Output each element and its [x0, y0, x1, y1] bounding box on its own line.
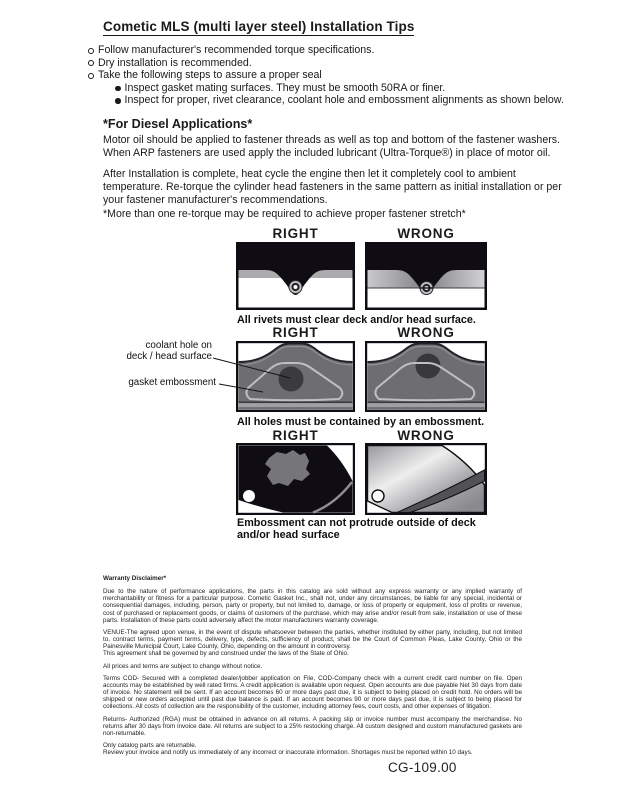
list-item	[88, 57, 568, 70]
holes-wrong-diagram	[365, 341, 487, 412]
diesel-paragraph-2: After Installation is complete, heat cycle the engine then let it completely cool to ambient temperature. Re-torque the cylinder head fasteners in the same pattern as initial installation or per your fastener manufacturer's recommendations.	[103, 168, 562, 207]
retorque-note: *More than one re-torque may be required to achieve proper fastener stretch*	[103, 208, 466, 220]
legal-paragraph: Review your invoice and notify us immediately of any incorrect or inaccurate information. Shortages must be reported within 10 days.	[103, 749, 473, 757]
rivet-icon	[420, 282, 434, 295]
wrong-label: WRONG	[397, 226, 455, 241]
gasket-embossment-label: gasket embossment	[128, 377, 216, 388]
list-item	[88, 44, 568, 57]
coolant-hole-label-line2: deck / head surface	[126, 351, 212, 362]
rivet-right-diagram	[236, 242, 355, 310]
wrong-label: WRONG	[397, 428, 455, 443]
protrusion-caption	[237, 517, 497, 541]
hole-icon	[243, 490, 255, 502]
legal-paragraph: Terms COD- Secured with a completed dealer/jobber application on File, COD-Company check with a current credit card number on file. Open accounts may be established by well rated firms. A credit application is available upon request. Open accounts are due payable Net 30 days from date of invoice. No statement will be sent. If an account becomes 60 or more days past due, it is subject to being placed on credit hold. No orders will be shipped or new orders accepted until past due balance is paid. If an account becomes 90 or more days past due, it is subject to being placed for collections. All costs of collection are the responsibility of the customer, including attorney fees, court costs, and other expenses of litigation.	[103, 674, 522, 711]
right-label: RIGHT	[272, 325, 319, 340]
diesel-applications-heading: *For Diesel Applications*	[103, 117, 253, 131]
tip-text: Take the following steps to assure a proper seal	[98, 69, 322, 82]
list-item	[115, 94, 568, 107]
diesel-paragraph-1: Motor oil should be applied to fastener threads as well as top and bottom of the fastener washers. When ARP fasteners are used apply the included lubricant (Ultra-Torque®) in place of motor oil.	[103, 134, 560, 160]
coolant-hole-label-line1: coolant hole on	[145, 340, 212, 351]
list-item	[115, 82, 568, 95]
protrusion-wrong-diagram	[365, 443, 487, 515]
protrusion-caption-line2: and/or head surface	[237, 529, 340, 542]
tip-text: Inspect for proper, rivet clearance, coolant hole and embossment alignments as shown below.	[124, 94, 564, 107]
open-bullet-icon	[88, 73, 94, 79]
list-item	[88, 69, 568, 82]
installation-tips-list	[88, 44, 568, 107]
right-label: RIGHT	[272, 226, 319, 241]
legal-paragraph: All prices and terms are subject to change without notice.	[103, 662, 263, 670]
hole-icon	[372, 490, 384, 502]
filled-bullet-icon	[115, 98, 121, 104]
wrong-label: WRONG	[397, 325, 455, 340]
page-number: CG-109.00	[388, 760, 457, 775]
rivet-wrong-diagram	[365, 242, 487, 310]
warranty-disclaimer-block	[103, 575, 522, 761]
filled-bullet-icon	[115, 86, 121, 92]
open-bullet-icon	[88, 48, 94, 54]
legal-paragraph: Due to the nature of performance applications, the parts in this catalog are sold without any express warranty or any implied warranty of merchantability or fitness for a particular purpose. Cometic Gasket Inc., shall not, under any circumstances, be liable for any special, incidental or consequential damages, including, person, party or property, but not limited to, damage, or loss of property or equipment, loss of profits or revenue, cost of purchased or replacement goods, or claims of customers of the purchase, which may arise and/or result from sale, installation or use of these parts. Installation of these parts could adversely affect the motor manufacturers warranty coverage.	[103, 588, 522, 624]
tip-text: Inspect gasket mating surfaces. They must be smooth 50RA or finer.	[124, 81, 446, 94]
holes-caption: All holes must be contained by an embossment.	[237, 416, 485, 428]
open-bullet-icon	[88, 60, 94, 66]
page-title: Cometic MLS (multi layer steel) Installation Tips	[103, 19, 415, 34]
legal-paragraph: This agreement shall be governed by and construed under the laws of the State of Ohio.	[103, 650, 349, 658]
legal-paragraph: Returns- Authorized (RGA) must be obtained in advance on all returns. A packing slip or invoice number must accompany the merchandise. No returns after 30 days from invoice date. All returns are subject to a 25% restocking charge. All custom designed and custom manufactured gaskets are non-returnable.	[103, 715, 522, 737]
leader-lines	[110, 338, 300, 400]
protrusion-caption-line1: Embossment can not protrude outside of deck	[237, 517, 476, 529]
tip-text: Follow manufacturer's recommended torque specifications.	[98, 44, 375, 56]
legal-paragraph: Only catalog parts are returnable.	[103, 741, 197, 749]
protrusion-right-diagram	[236, 443, 355, 515]
rivet-icon	[289, 281, 302, 294]
warranty-heading: Warranty Disclaimer*	[103, 575, 167, 582]
rivet-caption: All rivets must clear deck and/or head surface.	[237, 314, 476, 326]
tip-text: Dry installation is recommended.	[98, 56, 252, 69]
right-label: RIGHT	[272, 428, 319, 443]
legal-paragraph: VENUE-The agreed upon venue, in the event of dispute whatsoever between the parties, whether instituted by either party, including, but not limited to, contract terms, payment terms, delivery, type, defects, sufficiency of product, shall be the Court of Common Pleas, Lake County, Ohio or the Painesville Municipal Court, Lake County, Ohio, depending on the amount in controversy.	[103, 628, 522, 651]
